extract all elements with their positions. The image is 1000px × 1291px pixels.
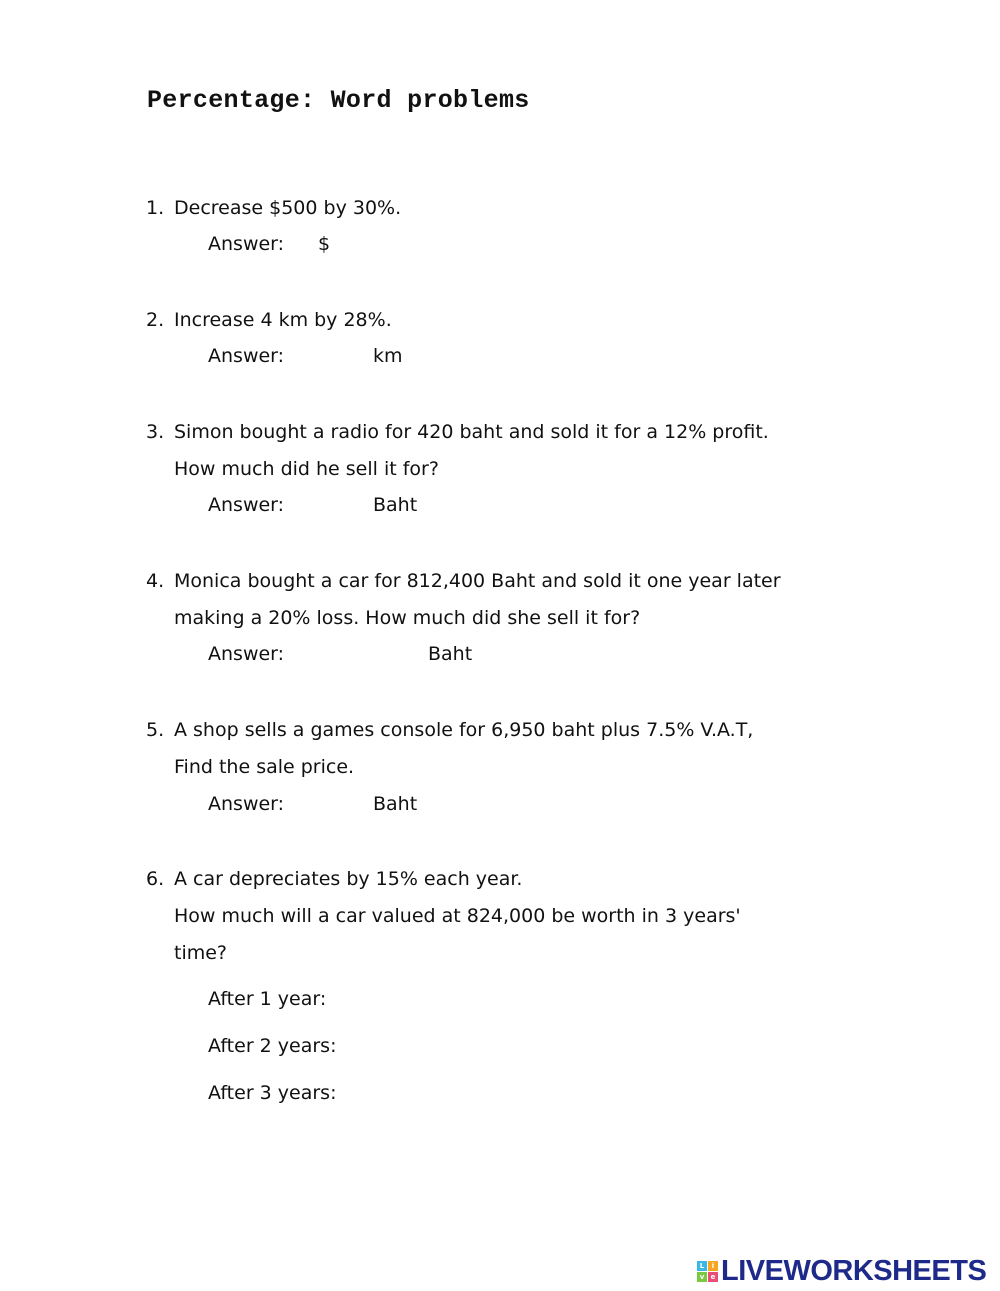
question-number: 2.: [146, 309, 165, 331]
answer-label: Answer:: [208, 494, 285, 516]
question-text: A car depreciates by 15% each year.: [174, 868, 523, 890]
question-1: [146, 190, 766, 227]
question-text: How much will a car valued at 824,000 be worth in 3 years': [174, 905, 741, 927]
after-label: After 3 years:: [208, 1082, 337, 1104]
logo-tile: L: [697, 1261, 707, 1271]
logo-tile: v: [697, 1272, 707, 1282]
answer-unit: Baht: [373, 494, 418, 516]
logo-tile: i: [708, 1261, 718, 1271]
question-text: How much did he sell it for?: [174, 458, 439, 480]
after-label: After 1 year:: [208, 988, 327, 1010]
question-text: Simon bought a radio for 420 baht and sold it for a 12% profit.: [174, 421, 769, 443]
question-text: time?: [174, 942, 228, 964]
answer-unit: Baht: [428, 643, 473, 665]
question-number: 3.: [146, 421, 165, 443]
answer-label: Answer:: [208, 643, 285, 665]
logo-mark-icon: [697, 1261, 718, 1282]
question-text: Find the sale price.: [174, 756, 355, 778]
question-6: [146, 861, 766, 972]
question-text: making a 20% loss. How much did she sell it for?: [174, 607, 641, 629]
question-2: [146, 302, 766, 339]
question-number: 6.: [146, 868, 165, 890]
page-title: Percentage: Word problems: [147, 86, 530, 115]
question-4: [146, 563, 781, 637]
answer-label: Answer:: [208, 793, 285, 815]
answer-label: Answer:: [208, 233, 285, 255]
question-text: A shop sells a games console for 6,950 baht plus 7.5% V.A.T,: [174, 719, 754, 741]
question-text: Monica bought a car for 812,400 Baht and sold it one year later: [174, 570, 781, 592]
question-3: [146, 414, 769, 488]
liveworksheets-logo: [697, 1254, 986, 1288]
question-number: 1.: [146, 197, 165, 219]
answer-unit: km: [373, 345, 403, 367]
after-label: After 2 years:: [208, 1035, 337, 1057]
logo-tile: e: [708, 1272, 718, 1282]
question-number: 5.: [146, 719, 165, 741]
answer-unit: $: [318, 233, 331, 255]
logo-text: LIVEWORKSHEETS: [721, 1254, 987, 1287]
question-text: Decrease $500 by 30%.: [174, 197, 402, 219]
question-text: Increase 4 km by 28%.: [174, 309, 392, 331]
answer-label: Answer:: [208, 345, 285, 367]
question-5: [146, 712, 766, 786]
question-number: 4.: [146, 570, 165, 592]
answer-unit: Baht: [373, 793, 418, 815]
